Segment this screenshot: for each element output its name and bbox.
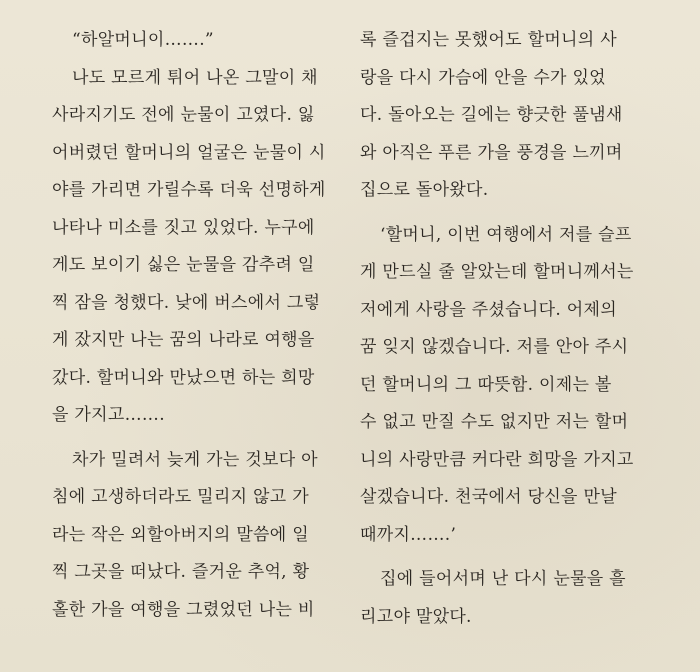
text-line: 록 즐겁지는 못했어도 할머니의 사 [360,30,617,50]
paragraph-return [360,22,665,210]
paragraph-quote [52,22,342,60]
text-line: 리고야 말았다. [360,606,472,627]
text-line: 던 할머니의 그 따뜻함. 이제는 볼 [360,374,612,395]
text-line: 야를 가리면 가릴수록 더욱 선명하게 [52,180,326,200]
text-line: 와 아직은 푸른 가을 풍경을 느끼며 [360,142,623,163]
text-line: 을 가지고……. [52,405,165,425]
text-line: 저에게 사랑을 주셨습니다. 어제의 [360,299,617,320]
text-line: 나도 모르게 튀어 나온 그말이 채 [72,67,318,88]
text-line: 수 없고 만질 수도 없지만 저는 할머 [360,412,629,432]
paragraph-gap [52,435,342,442]
text-line: 게도 보이기 싫은 눈물을 감추려 일 [52,255,315,275]
text-line: 침에 고생하더라도 밀리지 않고 가 [52,487,309,507]
text-line: 나타나 미소를 짓고 있었다. 누구에 [52,217,315,238]
text-line: 차가 밀려서 늦게 가는 것보다 아 [72,449,318,470]
left-column [52,22,342,629]
text-line: 다. 돌아오는 길에는 향긋한 풀냄새 [360,105,623,125]
text-line: 찍 그곳을 떠났다. 즐거운 추억, 황 [52,562,310,582]
text-line: 갔다. 할머니와 만났으면 하는 희망 [52,367,315,388]
text-line: 홀한 가을 여행을 그렸었던 나는 비 [52,599,315,620]
text-line: “하알머니이…….” [72,30,214,50]
paragraph-gap [360,210,665,217]
text-line: 게 만드실 줄 알았는데 할머니께서는 [360,262,634,282]
text-line: 니의 사랑만큼 커다란 희망을 가지고 [360,449,634,470]
paragraph-letter [360,217,665,555]
text-line: 집에 들어서며 난 다시 눈물을 흘 [380,569,626,589]
text-line: 찍 잠을 청했다. 낮에 버스에서 그렇 [52,292,321,313]
text-line: 집으로 돌아왔다. [360,180,489,200]
text-line: 게 잤지만 나는 꿈의 나라로 여행을 [52,330,315,350]
text-line: 어버렸던 할머니의 얼굴은 눈물이 시 [52,142,326,163]
text-line: ‘할머니, 이번 여행에서 저를 슬프 [380,224,632,245]
text-line: 살겠습니다. 천국에서 당신을 만날 [360,487,617,507]
text-line: 때까지…….’ [360,524,457,545]
paragraph-gap [360,554,665,561]
text-line: 꿈 잊지 않겠습니다. 저를 안아 주시 [360,337,629,357]
paragraph-ending [360,561,665,636]
text-line: 라는 작은 외할아버지의 말씀에 일 [52,524,309,545]
paragraph-departure [52,442,342,630]
text-line: 랑을 다시 가슴에 안을 수가 있었 [360,67,606,88]
right-column [360,22,665,636]
text-line: 사라지기도 전에 눈물이 고였다. 잃 [52,105,315,125]
paragraph-memory [52,60,342,435]
